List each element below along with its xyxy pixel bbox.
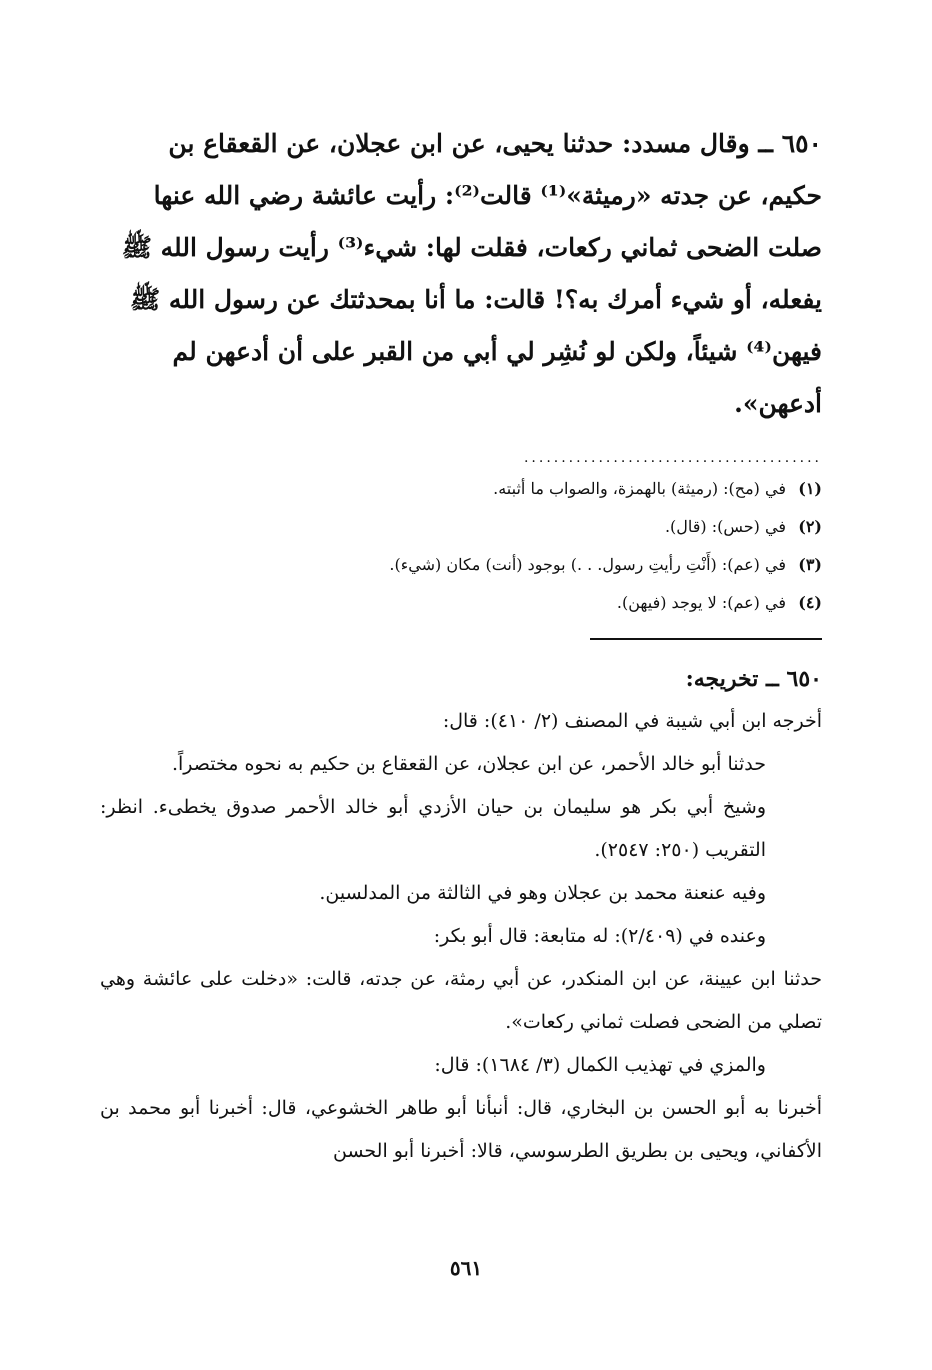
- takhrij-paragraph: أخرجه ابن أبي شيبة في المصنف (٢/ ٤١٠): قال:: [442, 710, 822, 732]
- footnote-number: (٤): [798, 593, 822, 612]
- footnote-3: [102, 546, 822, 584]
- takhrij-paragraph: وعنده في (٢/٤٠٩): له متابعة: قال أبو بكر:: [433, 925, 766, 947]
- takhrij-paragraph: حدثنا ابن عيينة، عن ابن المنكدر، عن أبي رمثة، عن جدته، قالت: «دخلت على عائشة وهي تصلي من الضحى فصلت ثماني ركعات».: [100, 968, 822, 1033]
- page-number: ٥٦١: [449, 1256, 483, 1280]
- takhrij-paragraph: حدثنا أبو خالد الأحمر، عن ابن عجلان، عن القعقاع بن حكيم به نحوه مختصراً.: [171, 753, 766, 775]
- takhrij-paragraph: أخبرنا به أبو الحسن بن البخاري، قال: أنبأنا أبو طاهر الخشوعي، قال: أخبرنا أبو محمد بن الأكفاني، ويحيى بن بطريق الطرسوسي، قالا: أخبرنا أبو الحسن: [100, 1097, 823, 1162]
- footnote-4: [102, 584, 822, 622]
- hadith-paragraph: ٦٥٠ ــ وقال مسدد: حدثنا يحيى، عن ابن عجلان، عن القعقاع بن حكيم، عن جدته «رميثة»⁽¹⁾ قالت⁽²⁾: رأيت عائشة رضي الله عنها صلت الضحى ثماني ركعات، فقلت لها: شيء⁽³⁾ رأيت رسول الله ﷺ يفعله، أو شيء أمرك به؟! قالت: ما أنا بمحدثتك عن رسول الله ﷺ فيهن⁽⁴⁾ شيئاً، ولكن لو نُشِر لي أبي من القبر على أن أدعهن لم أدعهن».: [121, 129, 822, 418]
- footnote-number: (١): [798, 479, 822, 498]
- footnote-text: في (عم): لا يوجد (فيهن).: [616, 593, 786, 612]
- footnote-1: [102, 470, 822, 508]
- takhrij-heading: ٦٥٠ ــ تخريجه:: [685, 666, 822, 692]
- footnote-text: في (مح): (رميثة) بالهمزة، والصواب ما أثبته.: [493, 479, 786, 498]
- takhrij-paragraph: والمزي في تهذيب الكمال (٣/ ١٦٨٤): قال:: [434, 1054, 766, 1076]
- main-text: [100, 118, 822, 430]
- page-body: [100, 118, 822, 1318]
- footnote-number: (٢): [798, 517, 822, 536]
- footnote-2: [102, 508, 822, 546]
- footnote-separator-dots: ........................................: [523, 450, 822, 466]
- section-divider: [590, 638, 822, 640]
- footnote-text: في (حس): (قال).: [664, 517, 786, 536]
- takhrij-section: [100, 658, 822, 1173]
- takhrij-paragraph: وشيخ أبي بكر هو سليمان بن حيان الأزدي أبو خالد الأحمر صدوق يخطىء. انظر: التقريب (٢٥٠: ٢٥٤٧).: [100, 796, 766, 861]
- footnote-number: (٣): [798, 555, 822, 574]
- footnote-text: في (عم): (أَنْتِ رأيتِ رسول. . .) بوجود (أنت) مكان (شيء).: [389, 555, 786, 574]
- footnotes: [102, 470, 822, 622]
- takhrij-paragraph: وفيه عنعنة محمد بن عجلان وهو في الثالثة من المدلسين.: [319, 882, 766, 904]
